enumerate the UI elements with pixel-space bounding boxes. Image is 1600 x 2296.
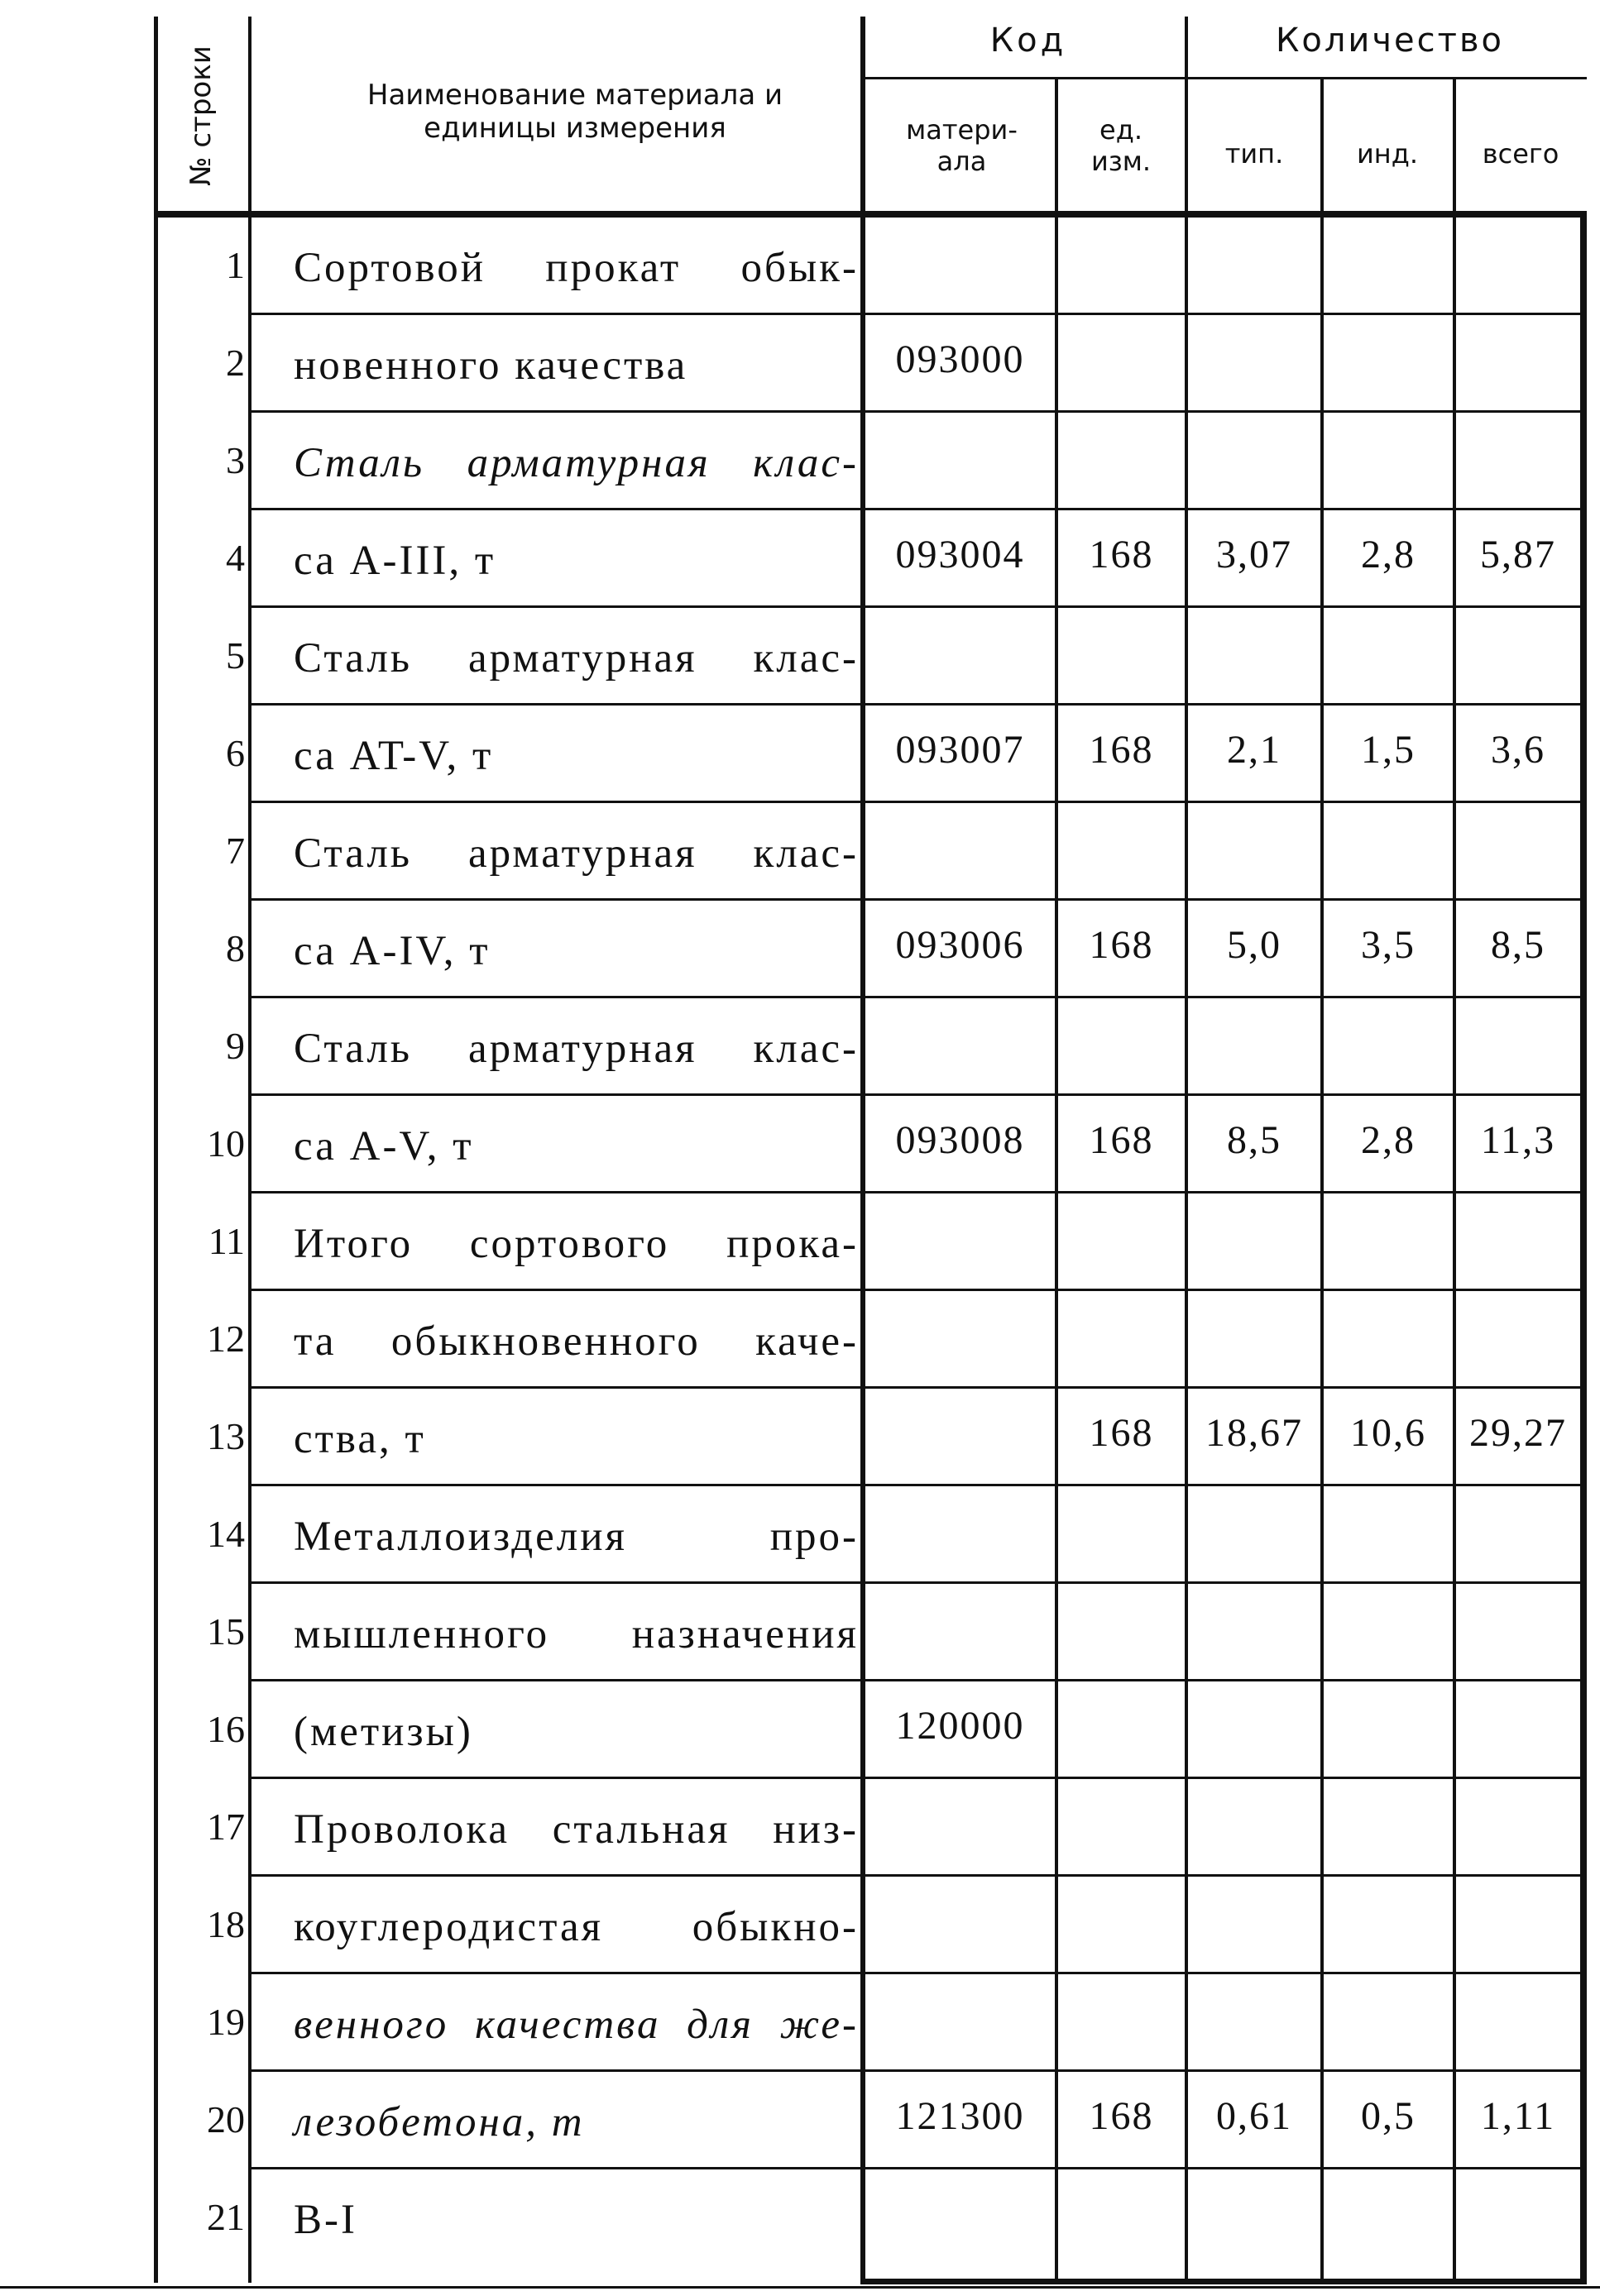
cell-mat: 093006 [895,923,1025,967]
material-name: Итого сортового прока- [294,1221,859,1267]
cell-mat: 093008 [895,1118,1025,1162]
material-name: Сортовой прокат обык- [294,245,859,291]
cell-unit: 168 [1089,1118,1154,1162]
cell-mat [865,613,1055,692]
row-number: 2 [226,342,245,384]
row-number: 9 [226,1025,245,1067]
cell-unit [1058,1784,1185,1863]
cell-typ: 18,67 [1205,1411,1303,1455]
cell-mat [865,1491,1055,1571]
cell-mat: 093000 [895,337,1025,381]
cell-tot: 5,87 [1480,533,1556,576]
page-bottom-line [0,2286,1600,2289]
row-number: 8 [226,927,245,969]
material-name: B-I [294,2197,357,2243]
material-name: Сталь арматурная клас- [294,440,859,486]
cell-unit [1058,1296,1185,1375]
row-number: 21 [207,2196,245,2238]
cell-tot: 11,3 [1480,1118,1556,1162]
cell-tot: 1,11 [1480,2094,1556,2138]
cell-tot [1456,1589,1580,1668]
row-number: 18 [207,1903,245,1945]
cell-ind: 1,5 [1361,728,1416,772]
cell-mat [865,1198,1055,1278]
cell-tot [1456,613,1580,692]
material-name: мышленного назначения [294,1611,859,1657]
table-row [0,1584,1600,1681]
cell-ind [1324,222,1453,302]
cell-typ [1188,1784,1320,1863]
cell-tot [1456,1882,1580,1961]
cell-ind [1324,1198,1453,1278]
cell-mat [865,808,1055,887]
cell-ind [1324,613,1453,692]
cell-tot [1456,1686,1580,1766]
cell-typ [1188,320,1320,399]
material-name: Сталь арматурная клас- [294,1026,859,1072]
cell-tot [1456,222,1580,302]
cell-unit [1058,1686,1185,1766]
cell-typ [1188,1589,1320,1668]
cell-ind [1324,418,1453,497]
cell-tot [1456,808,1580,887]
row-number: 3 [226,439,245,481]
cell-typ: 5,0 [1227,923,1281,967]
table-row [0,2072,1600,2169]
cell-typ [1188,1686,1320,1766]
cell-mat: 120000 [895,1704,1025,1748]
cell-ind: 2,8 [1361,533,1416,576]
table-row [0,998,1600,1096]
table-row [0,1486,1600,1584]
header-name: Наименование материала и единицы измерения [366,79,783,145]
cell-mat: 121300 [895,2094,1025,2138]
cell-unit: 168 [1089,923,1154,967]
row-number: 11 [208,1220,245,1262]
cell-tot: 8,5 [1491,923,1545,967]
cell-unit: 168 [1089,533,1154,576]
cell-mat [865,222,1055,302]
cell-tot [1456,418,1580,497]
cell-typ: 0,61 [1216,2094,1292,2138]
header-qty-total: всего [1482,138,1559,170]
cell-ind [1324,2174,1453,2254]
header-qty-type: тип. [1224,138,1284,170]
table-row [0,1389,1600,1486]
row-number: 19 [207,2001,245,2043]
cell-unit [1058,1882,1185,1961]
table-row [0,706,1600,803]
table-bottom-line [860,2279,1587,2284]
header-bottom-line [154,211,1587,218]
cell-tot: 29,27 [1469,1411,1567,1455]
material-name: ства, т [294,1416,426,1462]
row-number: 16 [207,1708,245,1750]
table-row [0,218,1600,315]
cell-tot [1456,2174,1580,2254]
table-row [0,413,1600,510]
cell-unit [1058,1003,1185,1083]
row-number: 20 [207,2098,245,2141]
cell-ind: 10,6 [1350,1411,1426,1455]
material-name: (метизы) [294,1709,473,1755]
cell-unit [1058,1589,1185,1668]
row-number: 1 [226,244,245,286]
cell-typ [1188,2174,1320,2254]
cell-mat [865,1296,1055,1375]
header-subdivider-line [860,77,1587,79]
table-row [0,1681,1600,1779]
cell-typ [1188,1296,1320,1375]
table-row [0,608,1600,706]
cell-unit [1058,1491,1185,1571]
cell-tot [1456,1979,1580,2059]
table-row [0,1779,1600,1877]
table-row [0,510,1600,608]
cell-typ [1188,1003,1320,1083]
cell-ind [1324,1686,1453,1766]
cell-tot: 3,6 [1491,728,1545,772]
material-name: коуглеродистая обыкно- [294,1904,859,1950]
cell-tot [1456,320,1580,399]
cell-typ [1188,1198,1320,1278]
cell-ind [1324,808,1453,887]
cell-mat [865,1882,1055,1961]
cell-mat [865,1394,1055,1473]
cell-unit: 168 [1089,1411,1154,1455]
cell-typ [1188,1979,1320,2059]
cell-tot [1456,1198,1580,1278]
cell-mat: 093007 [895,728,1025,772]
material-name: та обыкновенного каче- [294,1318,859,1365]
cell-ind [1324,1784,1453,1863]
cell-mat [865,2174,1055,2254]
row-number: 7 [226,830,245,872]
cell-typ: 3,07 [1216,533,1292,576]
row-number: 5 [226,634,245,677]
table-row [0,803,1600,901]
cell-typ: 2,1 [1227,728,1281,772]
cell-unit [1058,613,1185,692]
cell-typ [1188,613,1320,692]
table-row [0,901,1600,998]
cell-mat [865,1979,1055,2059]
cell-typ [1188,222,1320,302]
row-number: 15 [207,1610,245,1653]
cell-unit: 168 [1089,2094,1154,2138]
cell-tot [1456,1296,1580,1375]
cell-typ [1188,1882,1320,1961]
header-quantity: Количество [1275,22,1504,60]
cell-ind [1324,320,1453,399]
header-code-unit: ед. изм. [1090,114,1152,177]
material-name: Сталь арматурная клас- [294,635,859,682]
cell-unit [1058,320,1185,399]
row-number: 13 [207,1415,245,1457]
cell-ind: 2,8 [1361,1118,1416,1162]
cell-unit [1058,1198,1185,1278]
table-row [0,1877,1600,1974]
material-name: са A-V, т [294,1123,474,1170]
cell-ind [1324,1491,1453,1571]
cell-typ: 8,5 [1227,1118,1281,1162]
cell-ind [1324,1003,1453,1083]
cell-typ [1188,1491,1320,1571]
material-name: лезобетона, т [294,2099,585,2145]
cell-ind: 3,5 [1361,923,1416,967]
material-name: Сталь арматурная клас- [294,830,859,877]
row-number: 14 [207,1513,245,1555]
cell-mat [865,1003,1055,1083]
cell-tot [1456,1003,1580,1083]
cell-unit [1058,2174,1185,2254]
cell-mat [865,1784,1055,1863]
table-row [0,2169,1600,2267]
cell-ind [1324,1296,1453,1375]
cell-mat: 093004 [895,533,1025,576]
row-number: 6 [226,732,245,774]
cell-tot [1456,1784,1580,1863]
material-name: са AT-V, т [294,733,494,779]
cell-ind [1324,1882,1453,1961]
cell-ind: 0,5 [1361,2094,1416,2138]
material-name: Проволока стальная низ- [294,1806,859,1853]
cell-mat [865,1589,1055,1668]
cell-mat [865,418,1055,497]
cell-typ [1188,808,1320,887]
cell-unit [1058,808,1185,887]
cell-ind [1324,1589,1453,1668]
material-name: новенного качества [294,342,688,389]
header-code: Код [989,22,1067,60]
material-name: са A-III, т [294,538,496,584]
row-number: 10 [207,1122,245,1165]
cell-ind [1324,1979,1453,2059]
material-name: Металлоизделия про- [294,1514,859,1560]
table-row [0,315,1600,413]
header-row-number: № строки [184,45,218,186]
cell-unit [1058,1979,1185,2059]
table-row [0,1193,1600,1291]
row-number: 12 [207,1318,245,1360]
cell-unit [1058,222,1185,302]
cell-typ [1188,418,1320,497]
row-number: 17 [207,1806,245,1848]
cell-unit [1058,418,1185,497]
table-row [0,1974,1600,2072]
header-code-material: матери- ала [906,114,1018,177]
material-name: са A-IV, т [294,928,491,974]
cell-unit: 168 [1089,728,1154,772]
header-qty-ind: инд. [1356,138,1418,170]
row-number: 4 [226,537,245,579]
table-row [0,1096,1600,1193]
cell-tot [1456,1491,1580,1571]
material-name: венного качества для же- [294,2002,859,2048]
table-row [0,1291,1600,1389]
